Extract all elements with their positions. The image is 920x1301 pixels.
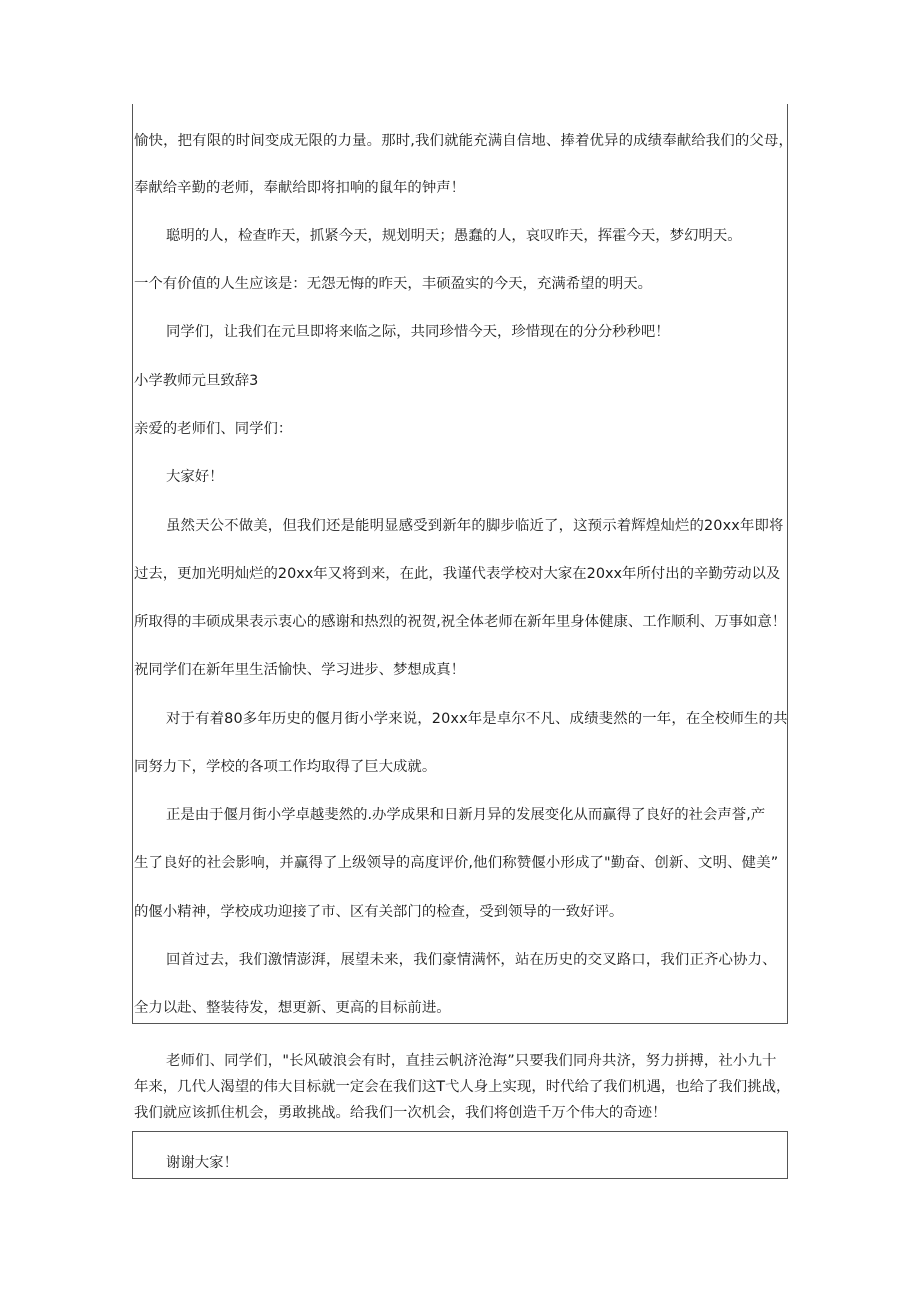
paragraph-line: 愉快，把有限的时间变成无限的力量。那时,我们就能充满自信地、捧着优异的成绩奉献给我们的父母，: [134, 133, 794, 149]
paragraph-line: 对于有着80多年历史的偃月街小学来说，20xx年是卓尔不凡、成绩斐然的一年，在全校师生的共: [166, 711, 788, 727]
paragraph-line: 生了良好的社会影响，并赢得了上级领导的高度评价,他们称赞偃小形成了"勤奋、创新、文明、健美”: [134, 855, 779, 871]
paragraph-line: 年来，几代人渴望的伟大目标就一定会在我们这T弋人身上实现，时代给了我们机遇，也给了我们挑战，: [134, 1079, 791, 1095]
salutation: 亲爱的老师们、同学们：: [134, 421, 293, 437]
paragraph-line: 聪明的人，检查昨天，抓紧今天，规划明天；愚蠢的人，哀叹昨天，挥霍今天，梦幻明天。: [166, 228, 742, 244]
paragraph-line: 全力以赴、整装待发，想更新、更高的目标前进。: [134, 1000, 451, 1016]
paragraph-line: 所取得的丰硕成果表示衷心的感谢和热烈的祝贺,祝全体老师在新年里身体健康、工作顺利、万事如意！: [134, 614, 787, 630]
paragraph-line: 正是由于偃月街小学卓越斐然的.办学成果和日新月异的发展变化从而赢得了良好的社会声誉,产: [166, 807, 766, 823]
paragraph-line: 回首过去，我们激情澎湃，展望未来，我们豪情满怀，站在历史的交叉路口，我们正齐心协力、: [166, 952, 777, 968]
paragraph-line: 同努力下，学校的各项工作均取得了巨大成就。: [134, 759, 437, 775]
section-heading: 小学教师元旦致辞3: [134, 373, 259, 389]
greeting: 大家好！: [166, 469, 224, 485]
closing-thanks: 谢谢大家！: [166, 1155, 238, 1171]
paragraph-line: 老师们、同学们，"长风破浪会有时，直挂云帆济沧海”只要我们同舟共济，努力拼搏，社小九十: [166, 1053, 777, 1069]
paragraph-line: 同学们，让我们在元旦即将来临之际，共同珍惜今天，珍惜现在的分分秒秒吧！: [166, 324, 670, 340]
paragraph-line: 一个有价值的人生应该是：无怨无悔的昨天，丰硕盈实的今天，充满希望的明天。: [134, 276, 653, 292]
paragraph-line: 奉献给辛勤的老师，奉献给即将扣响的鼠年的钟声！: [134, 180, 465, 196]
paragraph-line: 虽然天公不做美，但我们还是能明显感受到新年的脚步临近了，这预示着辉煌灿烂的20xx年即将: [166, 518, 784, 534]
paragraph-line: 的偃小精神，学校成功迎接了市、区有关部门的检查，受到领导的一致好评。: [134, 904, 624, 920]
paragraph-line: 祝同学们在新年里生活愉快、学习进步、梦想成真！: [134, 662, 465, 678]
paragraph-line: 过去，更加光明灿烂的20xx年又将到来，在此，我谨代表学校对大家在20xx年所付出的辛勤劳动以及: [134, 566, 781, 582]
paragraph-line: 我们就应该抓住机会，勇敢挑战。给我们一次机会，我们将创造千万个伟大的奇迹！: [134, 1105, 667, 1121]
